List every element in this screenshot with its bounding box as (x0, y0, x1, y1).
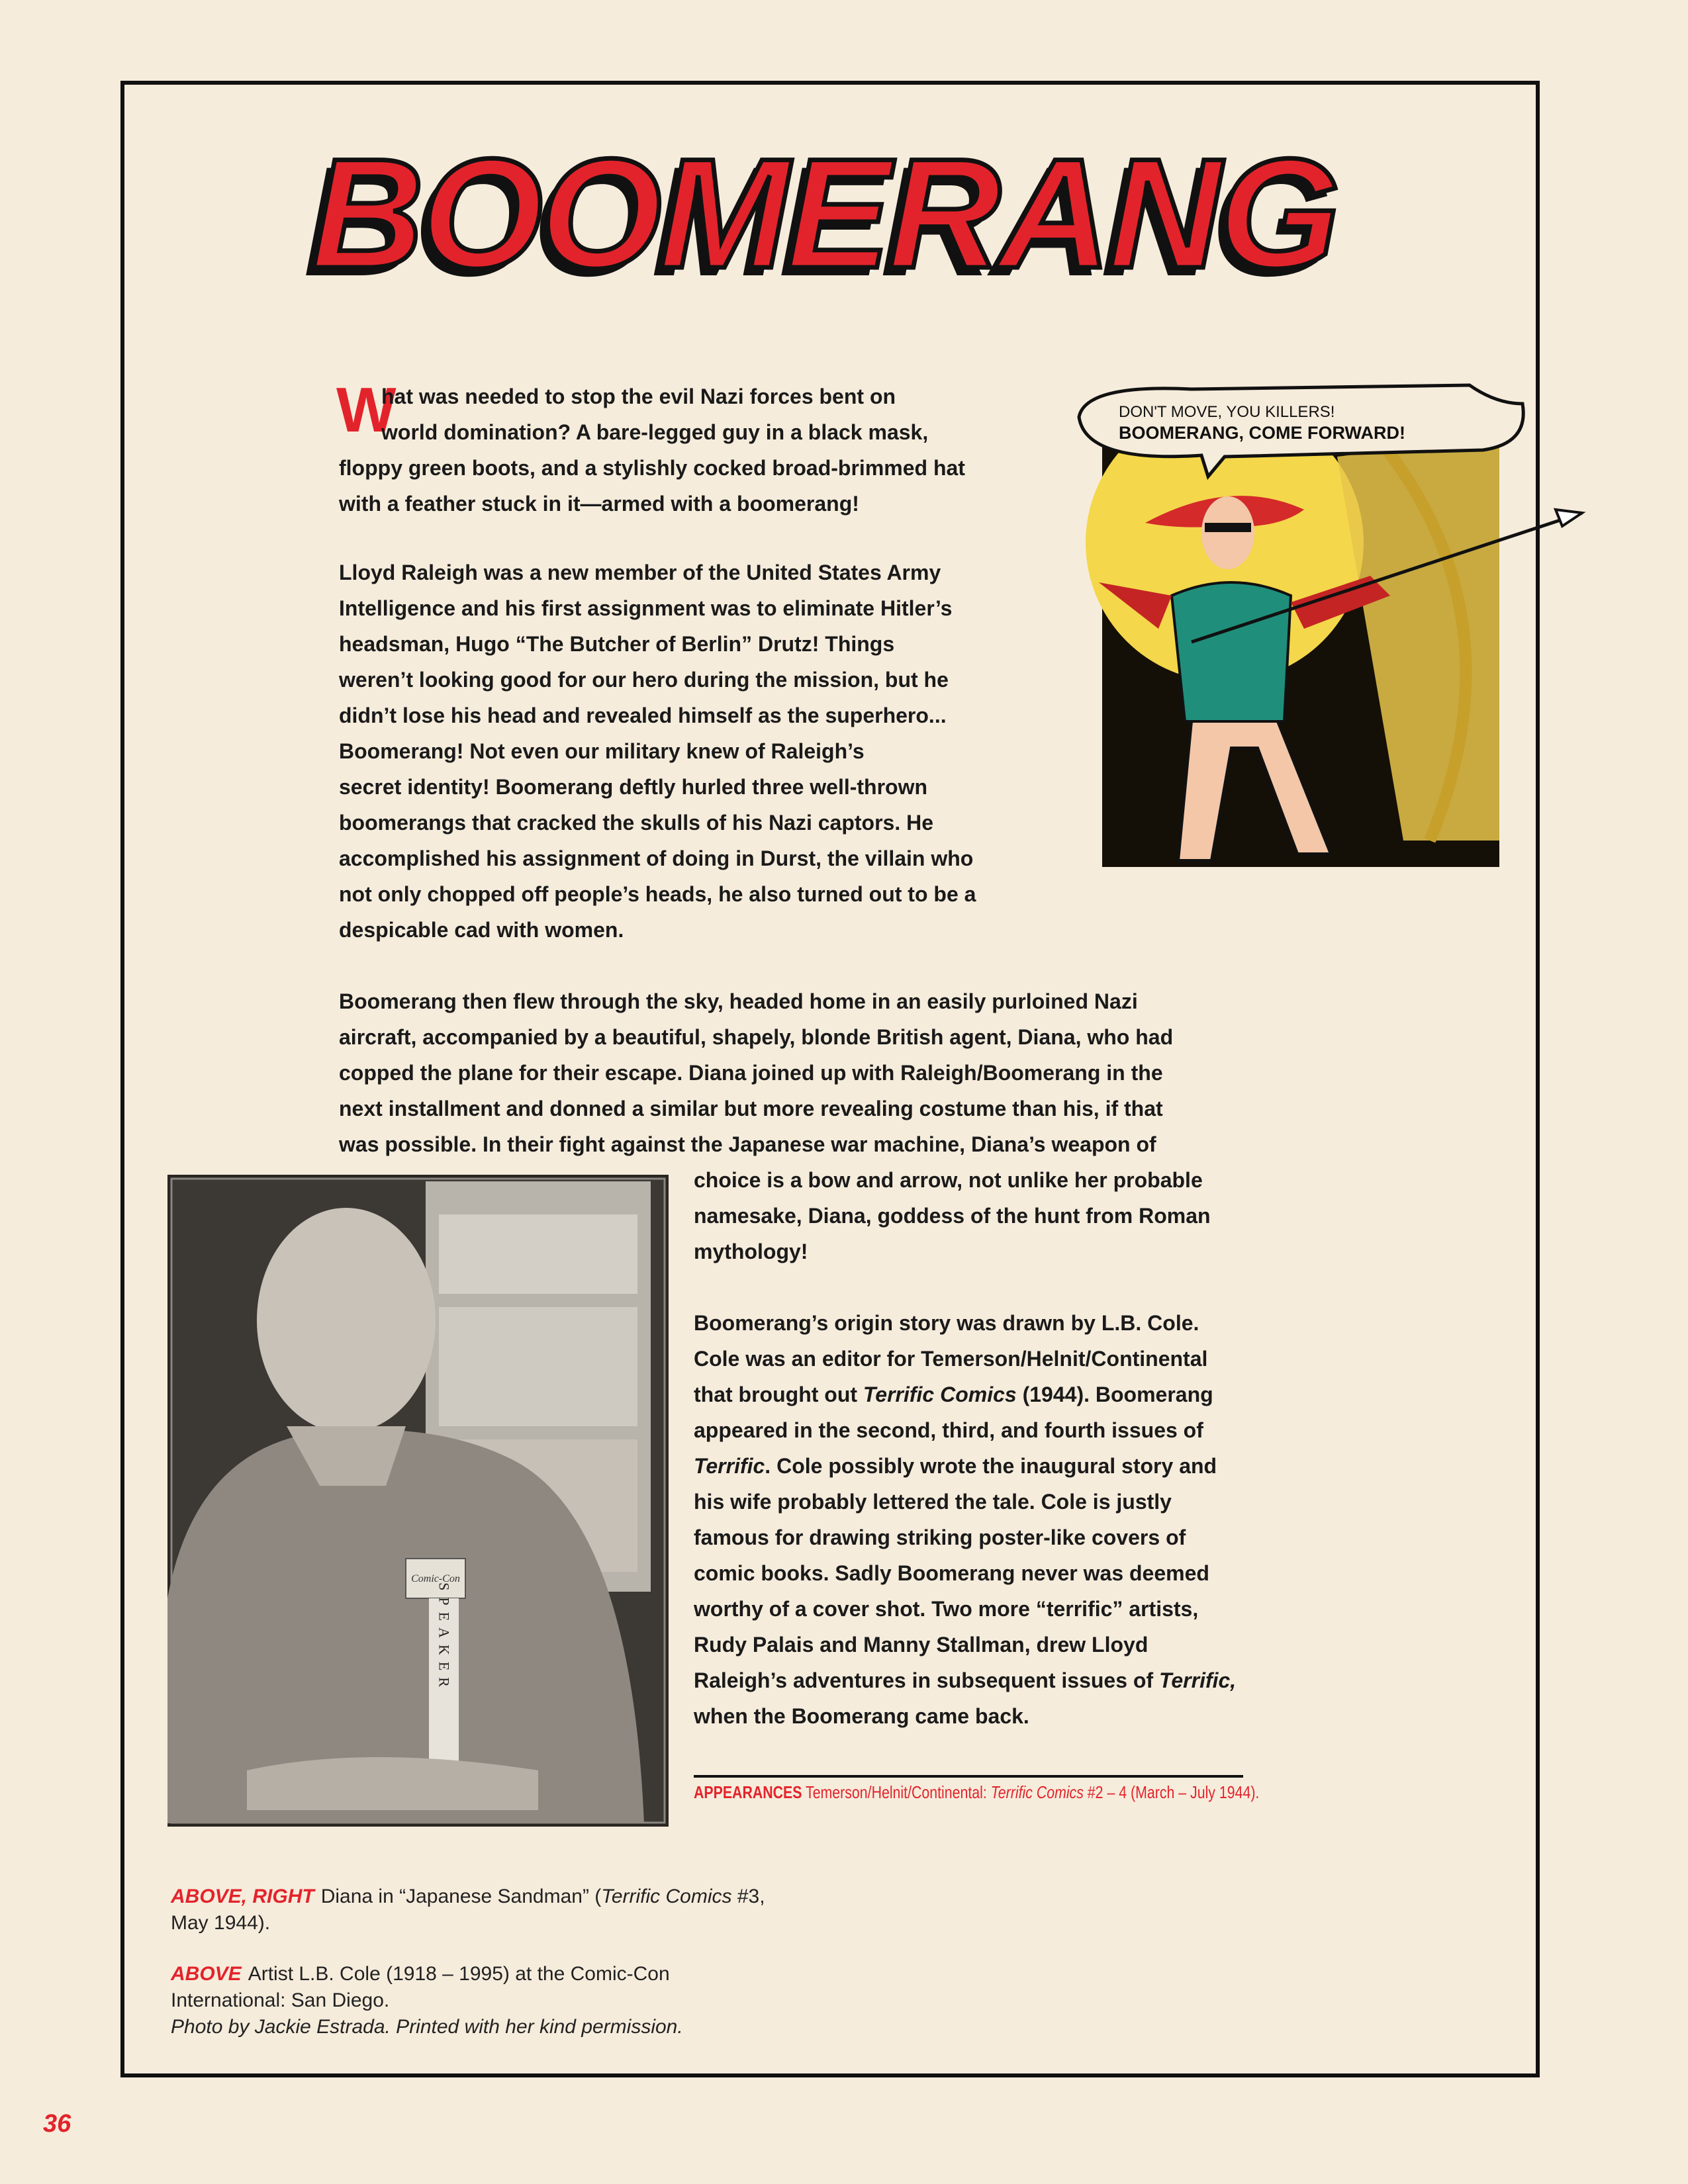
speech-balloon-line-2: BOOMERANG, COME FORWARD! (1119, 423, 1405, 443)
text-line (694, 1341, 1236, 1377)
text-line: headsman, Hugo “The Butcher of Berlin” Drutz! Things (339, 632, 895, 656)
body-paragraph-3-continued (694, 1162, 1211, 1269)
text-line: namesake, Diana, goddess of the hunt from Roman (694, 1204, 1211, 1228)
text-line: mythology! (694, 1240, 808, 1263)
caption-label: ABOVE, RIGHT (171, 1886, 314, 1907)
caption-italic: Terrific Comics (601, 1886, 732, 1907)
appearances-line (694, 1782, 1259, 1803)
speaker-ribbon-text: SPEAKER (436, 1582, 453, 1694)
intro-paragraph (339, 379, 965, 522)
text-segment: his wife probably lettered the tale. Cole is justly (694, 1490, 1172, 1514)
text-segment: Boomerang’s origin story was drawn by L.B. Cole. (694, 1311, 1199, 1335)
caption-text: Artist L.B. Cole (1918 – 1995) at the Comic-Con (248, 1963, 670, 1985)
caption-text: May 1944). (171, 1912, 271, 1934)
text-line (694, 1555, 1236, 1591)
text-line: world domination? A bare-legged guy in a black mask, (381, 420, 929, 444)
italic-text: Terrific (694, 1454, 765, 1478)
text-line: boomerangs that cracked the skulls of his Nazi captors. He (339, 811, 934, 835)
caption-above (171, 1961, 683, 2040)
text-line (694, 1448, 1236, 1484)
text-line (694, 1484, 1236, 1520)
body-paragraph-4 (694, 1305, 1236, 1734)
text-line: copped the plane for their escape. Diana joined up with Raleigh/Boomerang in the (339, 1061, 1163, 1085)
text-line: Boomerang! Not even our military knew of Raleigh’s (339, 739, 865, 763)
badge-text: Comic-Con (411, 1573, 460, 1584)
italic-text: Terrific, (1159, 1668, 1237, 1692)
text-line (694, 1627, 1236, 1662)
text-line: floppy green boots, and a stylishly cocked broad-brimmed hat (339, 456, 965, 480)
text-line (694, 1520, 1236, 1555)
photo-credit: Photo by Jackie Estrada. Printed with her kind permission. (171, 2016, 683, 2038)
text-line (694, 1662, 1236, 1698)
appearances-divider (694, 1775, 1243, 1778)
body-paragraph-2 (339, 555, 976, 948)
text-line: hat was needed to stop the evil Nazi forces bent on (381, 385, 896, 408)
appearances-publisher: Temerson/Helnit/Continental: (806, 1782, 991, 1802)
text-line: was possible. In their fight against the Japanese war machine, Diana’s weapon of (339, 1132, 1156, 1156)
text-line (694, 1412, 1236, 1448)
text-segment: Cole was an editor for Temerson/Helnit/Continental (694, 1347, 1208, 1371)
caption-text: Diana in “Japanese Sandman” ( (320, 1886, 602, 1907)
text-segment: that brought out (694, 1383, 863, 1406)
photo-lb-cole (167, 1175, 669, 1827)
text-line: with a feather stuck in it—armed with a boomerang! (339, 492, 859, 516)
text-line: not only chopped off people’s heads, he also turned out to be a (339, 882, 976, 906)
text-line: aircraft, accompanied by a beautiful, shapely, blonde British agent, Diana, who had (339, 1025, 1174, 1049)
text-line: Boomerang then flew through the sky, headed home in an easily purloined Nazi (339, 989, 1138, 1013)
text-segment: Rudy Palais and Manny Stallman, drew Lloyd (694, 1633, 1149, 1657)
italic-text: Terrific Comics (863, 1383, 1017, 1406)
text-line: Lloyd Raleigh was a new member of the United States Army (339, 561, 941, 584)
text-line: next installment and donned a similar but more revealing costume than his, if that (339, 1097, 1163, 1120)
text-line: weren’t looking good for our hero during the mission, but he (339, 668, 949, 692)
caption-text: #3, (731, 1886, 765, 1907)
text-line: despicable cad with women. (339, 918, 624, 942)
comic-panel-diana (1059, 377, 1589, 867)
text-segment: (1944). Boomerang (1016, 1383, 1213, 1406)
text-line: accomplished his assignment of doing in Durst, the villain who (339, 846, 974, 870)
page-title: BOOMERANG (311, 126, 1338, 301)
text-line (694, 1698, 1236, 1734)
text-segment: Raleigh’s adventures in subsequent issues of (694, 1668, 1159, 1692)
text-line: choice is a bow and arrow, not unlike her probable (694, 1168, 1203, 1192)
body-paragraph-3 (339, 983, 1173, 1162)
text-line: didn’t lose his head and revealed himself as the superhero... (339, 704, 947, 727)
text-segment: worthy of a cover shot. Two more “terrific” artists, (694, 1597, 1199, 1621)
text-line (694, 1377, 1236, 1412)
text-line (694, 1591, 1236, 1627)
caption-above-right (171, 1884, 765, 1936)
text-segment: comic books. Sadly Boomerang never was deemed (694, 1561, 1209, 1585)
appearances-label: APPEARANCES (694, 1782, 802, 1802)
text-segment: . Cole possibly wrote the inaugural story and (765, 1454, 1217, 1478)
text-line (694, 1305, 1236, 1341)
drop-cap: W (336, 375, 397, 445)
text-segment: when the Boomerang came back. (694, 1704, 1029, 1728)
page-number: 36 (43, 2110, 71, 2138)
speech-balloon-line-1: DON'T MOVE, YOU KILLERS! (1119, 403, 1335, 421)
text-line: Intelligence and his first assignment was to eliminate Hitler’s (339, 596, 953, 620)
text-segment: appeared in the second, third, and fourth issues of (694, 1418, 1203, 1442)
text-segment: famous for drawing striking poster-like covers of (694, 1525, 1186, 1549)
text-line: secret identity! Boomerang deftly hurled three well-thrown (339, 775, 928, 799)
appearances-issues: #2 – 4 (March – July 1944). (1083, 1782, 1260, 1802)
caption-text: International: San Diego. (171, 1989, 390, 2011)
caption-label: ABOVE (171, 1963, 242, 1985)
appearances-title: Terrific Comics (990, 1782, 1084, 1802)
